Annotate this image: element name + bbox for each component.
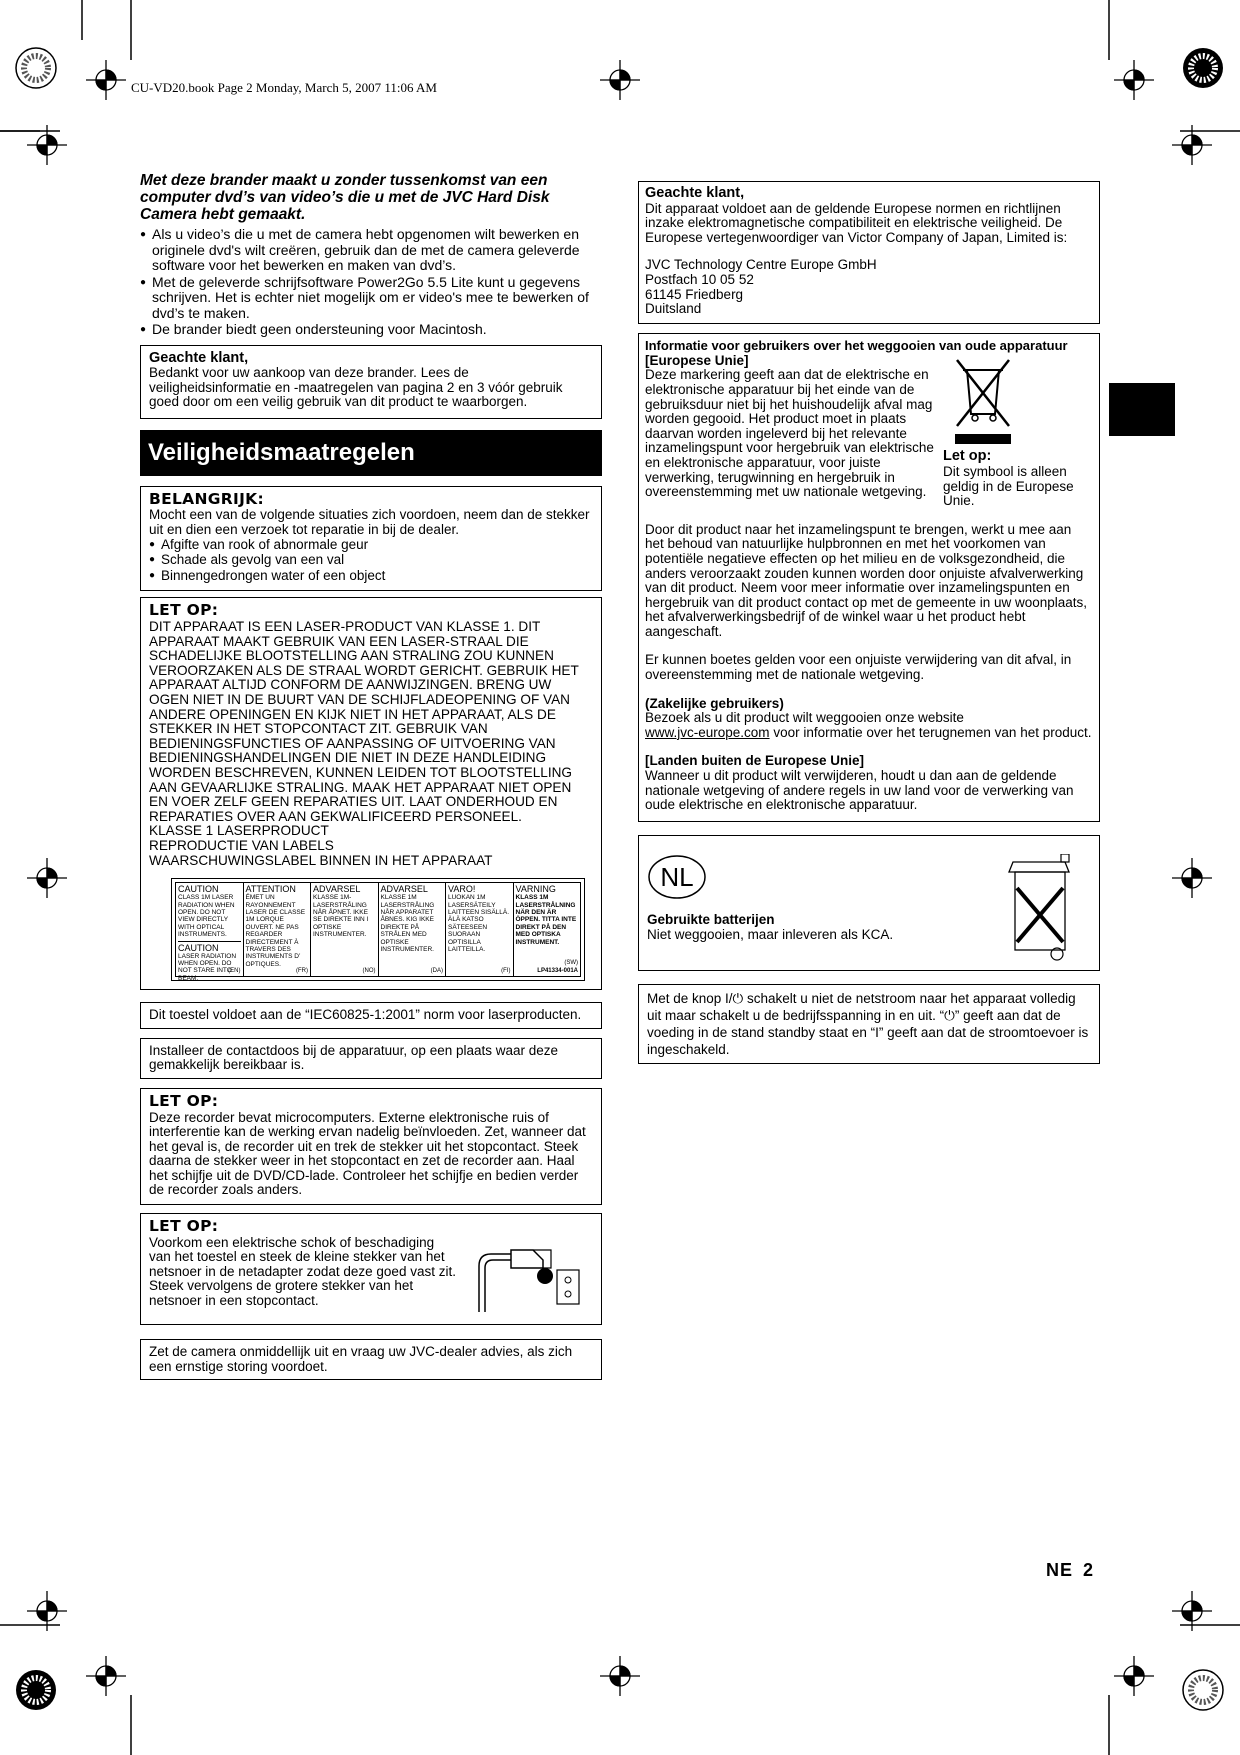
print-header: CU-VD20.book Page 2 Monday, March 5, 2007 11:06 AM [131,80,437,95]
note-text: Dit symbool is alleen geldig in de Europese Unie. [943,463,1074,509]
battery-title: Gebruikte batterijen [647,911,775,927]
battery-text: Niet weggooien, maar inleveren als KCA. [647,927,894,943]
welcome-text: Bedankt voor uw aankoop van deze brander. Lees de veiligheidsinformatie en -maatregelen van pagina 2 en 3 vóór gebruik goed door om een veilig gebruik van dit product te waarborgen. [149,365,563,410]
eu-text: Deze markering geeft aan dat de elektrische en elektronische apparatuur bij het einde van de gebruiksduur niet bij het huishoudelijk afval mag worden gegooid. Het product moet in plaats daarvan worden ingeleverd bij het relevante inzamelingspunt voor hergebruik van elektrische en elektronische apparatuur, voor juiste verwerking, terugwinning en hergebruik in overeenstemming met uw nationale wetgeving. [645,367,934,500]
malfunction-box: Zet de camera onmiddellijk uit en vraag uw JVC-dealer advies, als zich een ernstige storing voordoet. [140,1339,602,1380]
laser-heading: LET OP: [149,601,219,620]
address-line: Postfach 10 05 52 [645,271,754,287]
laser-box [140,597,602,990]
battery-box [638,835,1100,971]
jvc-website-link[interactable]: www.jvc-europe.com [645,724,770,740]
section-title: Veiligheidsmaatregelen [140,430,602,476]
page-number: NE 2 [1046,1560,1095,1580]
important-box [140,486,602,592]
outside-heading: [Landen buiten de Europese Unie] [645,753,865,769]
socket-box: Installeer de contactdoos bij de apparatuur, op een plaats waar deze gemakkelijk bereikbaar is. [140,1038,602,1079]
intro-title: Met deze brander maakt u zonder tussenkomst van een computer dvd’s van video’s die u met de JVC Hard Disk Camera hebt gemaakt. [140,172,550,223]
warning-label-col: CAUTION CLASS 1M LASER RADIATION WHEN OPEN. DO NOT VIEW DIRECTLY WITH OPTICAL INSTRUMENTS. CAUTION LASER RADIATION WHEN OPEN. DO NOT STARE INTO BEAM. (EN) [176,883,244,976]
list-item: ● Als u video’s die u met de camera hebt opgenomen wilt bewerken en originele dvd's wilt creëren, gebruik dan de met de camera geleverde software voor het bewerken en maken van dvd’s. [140,227,602,274]
disposal-title: Informatie voor gebruikers over het weggooien van oude apparatuur [645,337,1068,353]
welcome-box [140,345,602,419]
plug-heading: LET OP: [149,1217,219,1236]
list-item: ● Binnengedrongen water of een object [149,569,593,584]
iec-box: Dit toestel voldoet aan de “IEC60825-1:2001” norm voor laserproducten. [140,1002,602,1029]
customer-text: Dit apparaat voldoet aan de geldende Europese normen en richtlijnen inzake elektromagnetische compatibiliteit en elektrische veiligheid. De Europese vertegenwoordiger van Victor Company of Japan, Limited is: [645,200,1068,245]
disposal-para3: Er kunnen boetes gelden voor een onjuiste verwijdering van dit afval, in overeenstemming met de nationale wetgeving. [645,652,1072,683]
right-column [638,181,1100,1064]
important-heading: BELANGRIJK: [149,489,264,508]
disposal-box [638,333,1100,822]
plug-text: Voorkom een elektrische schok of beschadiging van het toestel en steek de kleine stekker van het netsnoer in de netadapter zodat deze goed vast zit. Steek vervolgens de grotere stekker van het netsnoer in een stopcontact. [149,1234,456,1309]
microcomputer-box [140,1088,602,1205]
customer-box [638,181,1100,324]
list-item: ● Met de geleverde schrijfsoftware Power2Go 5.5 Lite kunt u gegevens schrijven. Het is echter niet mogelijk om er video's mee te bewerken of dvd’s te maken. [140,275,602,322]
important-bullets [149,538,593,584]
list-item: ● Afgifte van rook of abnormale geur [149,538,593,553]
laser-repro-line: REPRODUCTIE VAN LABELS [149,837,334,853]
laser-text: DIT APPARAAT IS EEN LASER-PRODUCT VAN KLASSE 1. DIT APPARAAT MAAKT GEBRUIK VAN EEN LASER-STRAAL DIE SCHADELIJKE BLOOTSTELLING AAN STRALING ZOU KUNNEN VEROORZAKEN ALS DE STRAAL WORDT GERICHT. GEBRUIK HET APPARAAT ALTIJD CONFORM DE AANWIJZINGEN. BRENG UW OGEN NIET IN DE BUURT VAN DE SCHIJFLADEOPENING OF VAN ANDERE OPENINGEN EN KIJK NIET IN HET APPARAAT, ALS DE STEKKER IN HET STOPCONTACT ZIT. GEBRUIK VAN BEDIENINGSFUNCTIES OF AANPASSING OF UITVOERING VAN BEDIENINGSHANDELINGEN DIE NIET IN DEZE HANDLEIDING WORDEN BESCHREVEN, KUNNEN LEIDEN TOT BLOOTSTELLING AAN GEVAARLIJKE STRALING. MAAK HET APPARAAT NIET OPEN EN VOER ZELF GEEN REPARATIES UIT. LAAT ONDERHOUD EN REPARATIES OVER AAN GEKWALIFICEERD PERSONEEL. [149,619,579,824]
business-text: Bezoek als u dit product wilt weggooien onze website www.jvc-europe.com voor informatie over het terugnemen van het product. [645,710,1092,740]
note-heading: Let op: [943,448,992,465]
plug-box [140,1213,602,1325]
warning-label-col: ATTENTION ÉMET UN RAYONNEMENT LASER DE CLASSE 1M LORQUE OUVERT. NE PAS REGARDER DIRECTEMENT À TRAVERS DES INSTRUMENTS D’ OPTIQUES. (FR) [244,883,312,976]
warning-label-col: VARNING KLASS 1M LASERSTRÅLNING NÄR DEN ÄR ÖPPEN. TITTA INTE DIREKT PÅ DEN MED OPTISKA INSTRUMENT. (SW) LP41334-001A [515,884,578,974]
power-button-box: Met de knop I/⏻ schakelt u niet de netstroom naar het apparaat volledig uit maar schakelt u de bedrijfsspanning in en uit. “⏻” geeft aan dat de voeding in de stand standby staat en “I” geeft aan dat de stroomtoevoer is ingeschakeld. [638,984,1100,1064]
laser-label-line: WAARSCHUWINGSLABEL BINNEN IN HET APPARAAT [149,852,493,868]
important-text: Mocht een van de volgende situaties zich voordoen, neem dan de stekker uit en dien een verzoek tot reparatie in bij de dealer. [149,507,590,538]
address-line: 61145 Friedberg [645,286,744,302]
warning-label-col: ADVARSEL KLASSE 1M-LASERSTRÅLING NÅR ÅPNET. IKKE SE DIREKTE INN I OPTISKE INSTRUMENTER. (NO) [311,883,379,976]
address-line: JVC Technology Centre Europe GmbH [645,257,877,273]
warning-label-col: ADVARSEL KLASSE 1M LASERSTRÅLING NÅR APPARATET ÅBNES. KIG IKKE DIREKTE PÅ STRÅLEN MED OPTISKE INSTRUMENTER. (DA) [379,883,447,976]
crossed-bin-icon [1005,854,1075,964]
eu-heading: [Europese Unie] [645,352,749,368]
intro-bullets [140,227,602,338]
welcome-title: Geachte klant, [149,349,249,366]
power-plug-illustration [471,1246,591,1316]
customer-address [645,258,1093,316]
business-heading: (Zakelijke gebruikers) [645,695,784,711]
country-code: NL [660,861,694,892]
disposal-para2: Door dit product naar het inzamelingspunt te brengen, werkt u mee aan het behoud van natuurlijke hulpbronnen en met het voorkomen van potentiële negatieve effecten op het milieu en de volksgezondheid, die anders veroorzaakt zouden kunnen worden door onjuiste afvalverwerking van dit product. Neem voor meer informatie over inzamelingspunten en hergebruik van dit product contact op met de gemeente in uw woonplaats, het afvalverwerkingsbedrijf of de winkel waar u het product hebt aangeschaft. [645,521,1088,639]
list-item: ● De brander biedt geen ondersteuning voor Macintosh. [140,322,602,338]
customer-title: Geachte klant, [645,185,745,201]
wheelie-bin-icon [953,356,1013,446]
outside-text: Wanneer u dit product wilt verwijderen, houdt u dan aan de geldende nationale wetgeving of andere regels in uw land voor de verwerking van oude elektrische en elektronische apparatuur. [645,768,1074,813]
nl-badge [647,854,707,900]
microcomputer-text: Deze recorder bevat microcomputers. Externe elektronische ruis of interferentie kan de werking ervan nadelig beïnvloeden. Zet, wanneer dat het geval is, de recorder uit en trek de stekker uit het stopcontact. Steek daarna de stekker weer in het stopcontact en zet de recorder aan. Haal het schijfje uit de DVD/CD-lade. Controleer het schijfje en bedien verder de recorder zoals anders. [149,1109,586,1198]
warning-label [171,878,585,981]
language-tab [1109,383,1175,436]
left-column [140,172,602,1380]
microcomputer-heading: LET OP: [149,1091,219,1110]
list-item: ● Schade als gevolg van een val [149,553,593,568]
address-line: Duitsland [645,301,702,317]
laser-class-line: KLASSE 1 LASERPRODUCT [149,823,329,839]
warning-label-col: VARO! LUOKAN 1M LASERSÄTEILY LAITTEEN SISÄLLÄ. ÄLÄ KATSO SÄTEESEEN SUORAAN OPTISILLA LAITTEILLA. (FI) [446,883,514,976]
